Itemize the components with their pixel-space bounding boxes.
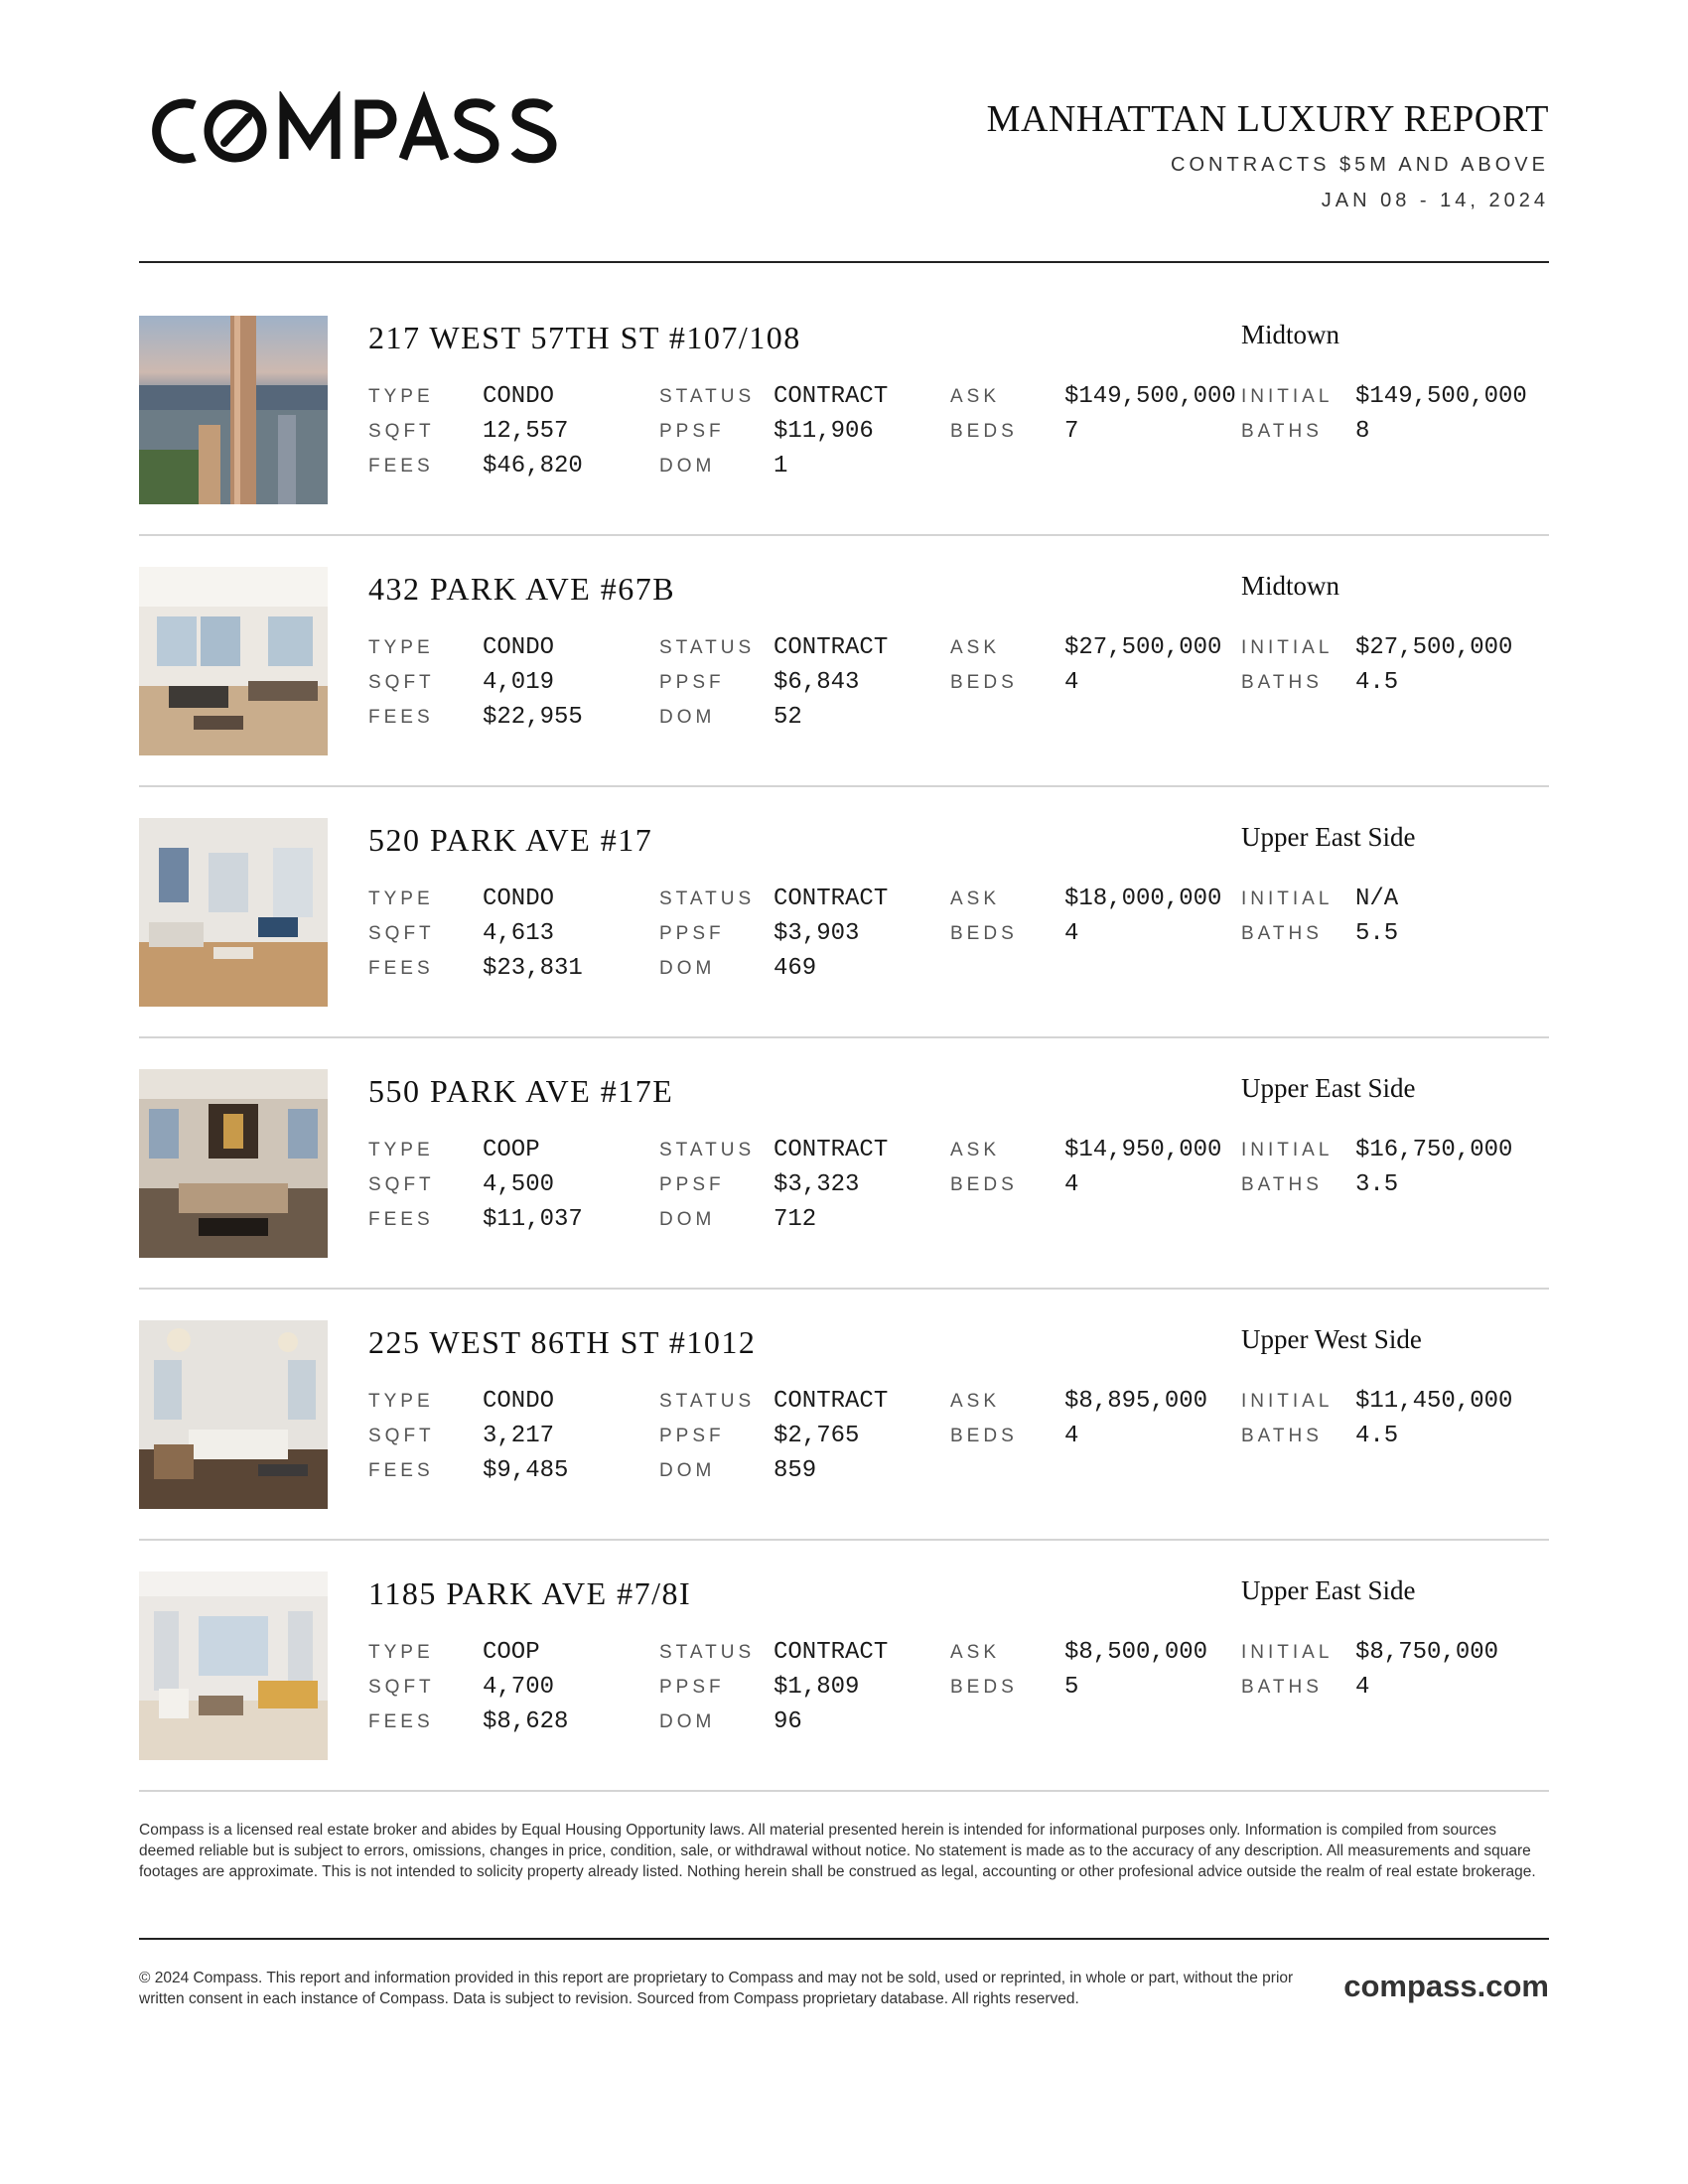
ppsf-value: $3,903 <box>774 920 860 947</box>
listing-card[interactable] <box>139 1069 1549 1258</box>
sqft-value: 4,700 <box>483 1674 555 1701</box>
initial-label: INITIAL <box>1241 1391 1334 1412</box>
status-value: CONTRACT <box>774 886 889 912</box>
ppsf-value: $2,765 <box>774 1423 860 1449</box>
baths-value: 5.5 <box>1355 920 1399 947</box>
fees-value: $8,628 <box>483 1708 569 1735</box>
ppsf-label: PPSF <box>659 421 725 442</box>
listing-card[interactable] <box>139 818 1549 1007</box>
header-divider <box>139 261 1549 263</box>
ppsf-label: PPSF <box>659 672 725 693</box>
website-link[interactable]: compass.com <box>1343 1969 1549 2003</box>
listing-divider <box>139 1288 1549 1290</box>
report-date-range: JAN 08 - 14, 2024 <box>1321 190 1549 211</box>
listing-neighborhood: Upper East Side <box>1241 1575 1416 1605</box>
ppsf-value: $11,906 <box>774 418 874 445</box>
ask-value: $27,500,000 <box>1064 634 1222 661</box>
status-label: STATUS <box>659 1642 756 1663</box>
status-label: STATUS <box>659 386 756 407</box>
ask-value: $14,950,000 <box>1064 1137 1222 1163</box>
dom-label: DOM <box>659 958 716 979</box>
ppsf-label: PPSF <box>659 923 725 944</box>
beds-value: 7 <box>1064 418 1079 445</box>
listing-card[interactable] <box>139 1320 1549 1509</box>
listing-neighborhood: Upper West Side <box>1241 1324 1422 1354</box>
sqft-label: SQFT <box>368 1677 435 1698</box>
initial-label: INITIAL <box>1241 386 1334 407</box>
ask-label: ASK <box>950 386 1001 407</box>
baths-label: BATHS <box>1241 672 1323 693</box>
sqft-label: SQFT <box>368 923 435 944</box>
ppsf-value: $3,323 <box>774 1171 860 1198</box>
fees-value: $22,955 <box>483 704 583 731</box>
living-room-photo <box>139 818 328 1007</box>
listing-divider <box>139 1790 1549 1792</box>
listing-neighborhood: Midtown <box>1241 320 1340 349</box>
type-label: TYPE <box>368 1140 434 1160</box>
beds-label: BEDS <box>950 1677 1018 1698</box>
listing-divider <box>139 1036 1549 1038</box>
baths-value: 4 <box>1355 1674 1370 1701</box>
type-value: CONDO <box>483 383 555 410</box>
status-label: STATUS <box>659 1140 756 1160</box>
type-value: COOP <box>483 1137 540 1163</box>
listing-card[interactable] <box>139 1571 1549 1760</box>
initial-value: $16,750,000 <box>1355 1137 1513 1163</box>
ask-value: $18,000,000 <box>1064 886 1222 912</box>
fees-label: FEES <box>368 1209 434 1230</box>
listing-address[interactable]: 520 PARK AVE #17 <box>368 822 653 858</box>
status-value: CONTRACT <box>774 383 889 410</box>
dom-label: DOM <box>659 707 716 728</box>
baths-value: 3.5 <box>1355 1171 1399 1198</box>
status-label: STATUS <box>659 1391 756 1412</box>
listing-address[interactable]: 1185 PARK AVE #7/8I <box>368 1575 692 1611</box>
beds-value: 4 <box>1064 1171 1079 1198</box>
beds-label: BEDS <box>950 1174 1018 1195</box>
dom-label: DOM <box>659 1460 716 1481</box>
dom-label: DOM <box>659 1711 716 1732</box>
fees-label: FEES <box>368 456 434 477</box>
beds-label: BEDS <box>950 1426 1018 1446</box>
report-title: MANHATTAN LUXURY REPORT <box>986 98 1549 140</box>
fees-value: $23,831 <box>483 955 583 982</box>
dom-label: DOM <box>659 456 716 477</box>
ask-value: $8,895,000 <box>1064 1388 1208 1415</box>
status-value: CONTRACT <box>774 634 889 661</box>
sqft-label: SQFT <box>368 1174 435 1195</box>
beds-value: 4 <box>1064 669 1079 696</box>
initial-label: INITIAL <box>1241 1642 1334 1663</box>
ppsf-label: PPSF <box>659 1426 725 1446</box>
initial-value: $27,500,000 <box>1355 634 1513 661</box>
beds-value: 4 <box>1064 920 1079 947</box>
sqft-value: 4,500 <box>483 1171 555 1198</box>
listing-address[interactable]: 225 WEST 86TH ST #1012 <box>368 1324 757 1360</box>
listing-neighborhood: Upper East Side <box>1241 1073 1416 1103</box>
fees-value: $9,485 <box>483 1457 569 1484</box>
listing-divider <box>139 1539 1549 1541</box>
type-value: CONDO <box>483 886 555 912</box>
fees-label: FEES <box>368 1460 434 1481</box>
fees-label: FEES <box>368 707 434 728</box>
living-room-photo <box>139 1571 328 1760</box>
copyright-notice: © 2024 Compass. This report and information provided in this report are proprietary to Compass and may not be sold, used or reprinted, in whole or part, without the prior written consent in each instance of Compass. Data is subject to revision. Sourced from Compass proprietary database. All rights reserved. <box>139 1970 1294 2007</box>
living-room-photo <box>139 1320 328 1509</box>
baths-label: BATHS <box>1241 923 1323 944</box>
ask-value: $149,500,000 <box>1064 383 1236 410</box>
ask-label: ASK <box>950 1642 1001 1663</box>
legal-disclaimer: Compass is a licensed real estate broker and abides by Equal Housing Opportunity laws. All material presented herein is intended for informational purposes only. Information is compiled from sources deemed reliable but is subject to errors, omissions, changes in price, condition, sale, or withdrawal without notice. No statement is made as to the accuracy of any description. All measurements and square footages are approximate. This is not intended to solicity property already listed. Nothing herein shall be construed as legal, accounting or other profesional advice outside the realm of real estate brokerage. <box>139 1822 1536 1880</box>
status-label: STATUS <box>659 637 756 658</box>
listing-card[interactable] <box>139 567 1549 755</box>
listing-address[interactable]: 550 PARK AVE #17E <box>368 1073 674 1109</box>
sqft-label: SQFT <box>368 1426 435 1446</box>
ask-value: $8,500,000 <box>1064 1639 1208 1666</box>
ask-label: ASK <box>950 888 1001 909</box>
fees-value: $46,820 <box>483 453 583 479</box>
baths-label: BATHS <box>1241 421 1323 442</box>
status-value: CONTRACT <box>774 1388 889 1415</box>
beds-value: 5 <box>1064 1674 1079 1701</box>
ppsf-label: PPSF <box>659 1174 725 1195</box>
living-room-photo <box>139 567 328 755</box>
dom-value: 469 <box>774 955 817 982</box>
type-label: TYPE <box>368 1642 434 1663</box>
sqft-label: SQFT <box>368 421 435 442</box>
initial-label: INITIAL <box>1241 888 1334 909</box>
listing-divider <box>139 534 1549 536</box>
type-value: COOP <box>483 1639 540 1666</box>
initial-label: INITIAL <box>1241 1140 1334 1160</box>
initial-label: INITIAL <box>1241 637 1334 658</box>
dom-value: 859 <box>774 1457 817 1484</box>
baths-value: 4.5 <box>1355 1423 1399 1449</box>
baths-value: 4.5 <box>1355 669 1399 696</box>
beds-label: BEDS <box>950 923 1018 944</box>
initial-value: $149,500,000 <box>1355 383 1527 410</box>
compass-logo <box>139 91 566 171</box>
listing-divider <box>139 785 1549 787</box>
ppsf-value: $1,809 <box>774 1674 860 1701</box>
report-subtitle: CONTRACTS $5M AND ABOVE <box>1171 154 1549 176</box>
ppsf-value: $6,843 <box>774 669 860 696</box>
fees-label: FEES <box>368 958 434 979</box>
status-value: CONTRACT <box>774 1137 889 1163</box>
fees-value: $11,037 <box>483 1206 583 1233</box>
type-value: CONDO <box>483 1388 555 1415</box>
ask-label: ASK <box>950 637 1001 658</box>
fees-label: FEES <box>368 1711 434 1732</box>
type-label: TYPE <box>368 637 434 658</box>
initial-value: N/A <box>1355 886 1399 912</box>
sqft-value: 4,613 <box>483 920 555 947</box>
type-label: TYPE <box>368 1391 434 1412</box>
listing-address[interactable]: 432 PARK AVE #67B <box>368 571 676 607</box>
sqft-value: 4,019 <box>483 669 555 696</box>
sqft-label: SQFT <box>368 672 435 693</box>
beds-label: BEDS <box>950 672 1018 693</box>
listing-neighborhood: Midtown <box>1241 571 1340 601</box>
baths-label: BATHS <box>1241 1677 1323 1698</box>
baths-value: 8 <box>1355 418 1370 445</box>
ask-label: ASK <box>950 1140 1001 1160</box>
beds-label: BEDS <box>950 421 1018 442</box>
listing-card[interactable] <box>139 316 1549 504</box>
dom-value: 712 <box>774 1206 817 1233</box>
sqft-value: 12,557 <box>483 418 569 445</box>
dom-label: DOM <box>659 1209 716 1230</box>
listing-address[interactable]: 217 WEST 57TH ST #107/108 <box>368 320 801 355</box>
type-label: TYPE <box>368 888 434 909</box>
sqft-value: 3,217 <box>483 1423 555 1449</box>
listing-neighborhood: Upper East Side <box>1241 822 1416 852</box>
initial-value: $8,750,000 <box>1355 1639 1499 1666</box>
beds-value: 4 <box>1064 1423 1079 1449</box>
status-label: STATUS <box>659 888 756 909</box>
dom-value: 52 <box>774 704 802 731</box>
footer-divider <box>139 1938 1549 1940</box>
ppsf-label: PPSF <box>659 1677 725 1698</box>
type-value: CONDO <box>483 634 555 661</box>
dom-value: 96 <box>774 1708 802 1735</box>
baths-label: BATHS <box>1241 1426 1323 1446</box>
type-label: TYPE <box>368 386 434 407</box>
initial-value: $11,450,000 <box>1355 1388 1513 1415</box>
skyline-tower-photo <box>139 316 328 504</box>
status-value: CONTRACT <box>774 1639 889 1666</box>
dom-value: 1 <box>774 453 788 479</box>
ask-label: ASK <box>950 1391 1001 1412</box>
living-room-photo <box>139 1069 328 1258</box>
baths-label: BATHS <box>1241 1174 1323 1195</box>
